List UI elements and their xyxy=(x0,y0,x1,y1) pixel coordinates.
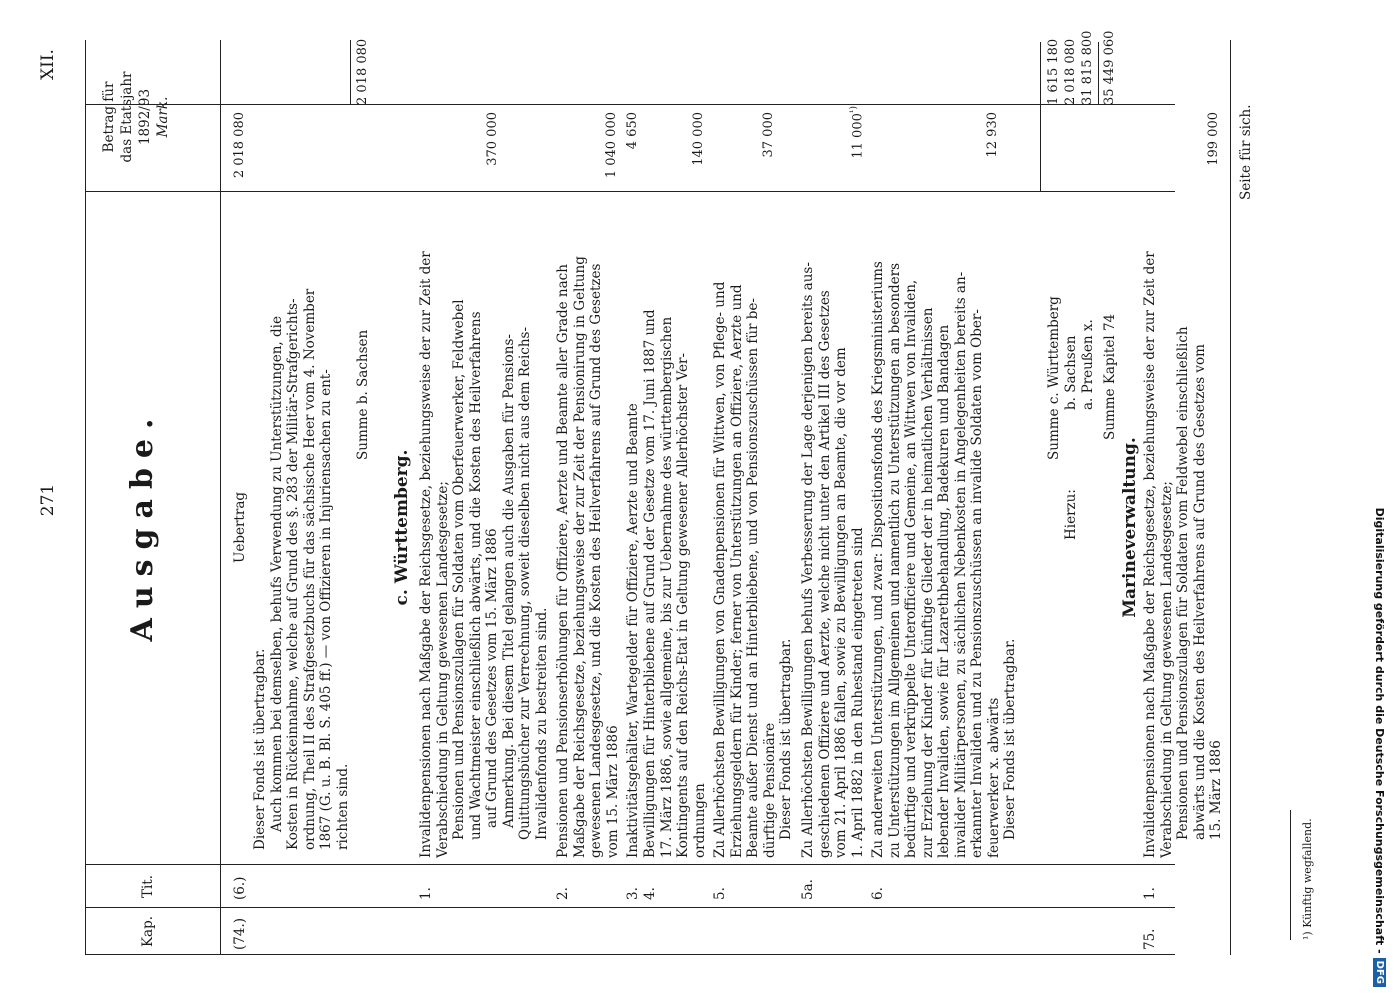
w5a-line: Zu Allerhöchsten Bewilligungen behufs Verbesserung der Lage derjenigen bereits aus- xyxy=(800,262,816,858)
summe-wuerttemberg-amount: 1 615 180 xyxy=(1046,38,1061,105)
hierzu-label: Hierzu: xyxy=(1063,489,1079,540)
w2-line: Pensionen und Pensionserhöhungen für Offiziere, Aerzte und Beamte aller Grade nach xyxy=(555,264,571,858)
w1-line: Invalidenfonds zu bestreiten sind. xyxy=(533,607,550,840)
w1-amount: 370 000 xyxy=(485,112,500,166)
w1-line: Quittungsbücher zur Verrechnung, soweit dieselben nicht aus dem Reichs- xyxy=(517,326,533,840)
w1-text xyxy=(418,251,550,858)
col-amount2-rule xyxy=(85,104,1175,105)
digitization-notice-inner xyxy=(1368,12,1392,987)
continued-note: Seite für sich. xyxy=(1238,104,1254,200)
w5a-line: vom 21. April 1886 fallen, sowie zu Bewilligungen an Beamte, die vor dem xyxy=(833,347,849,858)
w6-line: erkannter Invaliden und zu Pensionszuschüssen an invalide Soldaten vom Ober- xyxy=(969,309,985,858)
summe-wuerttemberg-label: Summe c. Württemberg xyxy=(1046,296,1062,460)
w1-line: Verabschiedung in Geltung gewesenen Landesgesetze; xyxy=(434,481,451,858)
fonds-note-line: Kosten in Rückeinnahme, welche auf Grund des §. 283 der Militär-Strafgerichts- xyxy=(285,298,301,850)
w1-line: Anmerkung. Bei diesem Titel gelangen auch die Ausgaben für Pensions- xyxy=(500,334,517,828)
uebertrag-amount: 2 018 080 xyxy=(232,112,247,179)
m1-line: Invalidenpensionen nach Maßgabe der Reichsgesetze, beziehungsweise der zur Zeit der xyxy=(1142,251,1158,858)
w5-line: Erziehungsgeldern für Kinder; ferner von Unterstützungen an Offiziere, Aerzte und xyxy=(728,284,745,858)
hierzu-a-label: a. Preußen x. xyxy=(1080,319,1096,410)
header-kap: Kap. xyxy=(140,915,156,948)
w6-line: lebender Invaliden, sowie für Lazarethbehandlung, Badekuren und Bandagen xyxy=(936,324,952,858)
m1-line: abwärts und die Kosten des Heilverfahrens auf Grund des Gesetzes vom xyxy=(1191,344,1208,840)
col-tit-rule xyxy=(85,864,1175,865)
footnote-rule xyxy=(1290,810,1291,940)
w6-line: Zu anderweiten Unterstützungen, und zwar: Dispositionsfonds des Kriegsministeriums xyxy=(870,261,886,858)
m1-tit: 1. xyxy=(1142,887,1158,900)
m1-text xyxy=(1142,251,1225,858)
m1-line: Pensionen und Pensionszulagen für Soldaten vom Feldwebel einschließlich xyxy=(1175,326,1191,840)
page-number: 271 xyxy=(38,483,58,517)
fonds-note-line: Auch kommen bei demselben, behufs Verwendung zu Unterstützungen, die xyxy=(268,316,285,832)
w6-line: feuerwerker x. abwärts xyxy=(985,697,1002,858)
section-number: XII. xyxy=(38,49,58,80)
w5a-amount: 11 000 xyxy=(850,113,866,159)
w5-line: Zu Allerhöchsten Bewilligungen von Gnadenpensionen für Wittwen, von Pflege- und xyxy=(712,281,728,858)
w4-line: 17. März 1886, sowie allgemeine, bis zur Uebernahme des württembergischen xyxy=(658,316,675,858)
w4-tit: 4. xyxy=(642,887,658,900)
summe-kapitel-rule xyxy=(1098,42,1099,105)
digitization-notice xyxy=(1368,12,1392,987)
w6-tit: 6. xyxy=(870,887,886,900)
w1-line: und Wachtmeister einschließlich abwärts, und die Kosten des Heilverfahrens xyxy=(467,311,484,840)
w5-text xyxy=(712,282,795,858)
summe-sachsen-amount: 2 018 080 xyxy=(355,38,370,105)
fonds-note-line: richten sind. xyxy=(334,763,351,850)
w2-text xyxy=(555,256,621,858)
header-amount-unit: Mark. xyxy=(155,96,171,138)
hierzu-b-label: b. Sachsen xyxy=(1063,335,1079,410)
header-amount-line2: das Etatsjahr xyxy=(119,71,135,163)
w6-line: zu Unterstützungen im Allgemeinen und namentlich zu Unterstützungen an besonders xyxy=(886,262,903,858)
w5-tit: 5. xyxy=(712,887,728,900)
header-amount-line1: Betrag für xyxy=(101,81,117,153)
hierzu-a-amount: 31 815 800 xyxy=(1080,30,1095,105)
wuerttemberg-heading: c. Württemberg. xyxy=(392,449,412,606)
w5a-text xyxy=(800,262,866,858)
w5a-footnote-marker: ¹) xyxy=(849,106,859,114)
footnote: ¹) Künftig wegfallend. xyxy=(1301,818,1314,940)
w5a-tit: 5a. xyxy=(800,879,816,900)
w2-amount: 1 040 000 xyxy=(604,112,619,179)
page-title: Ausgabe. xyxy=(125,408,160,642)
hierzu-b-amount: 2 018 080 xyxy=(1063,38,1078,105)
summe-sachsen-rule xyxy=(350,40,351,105)
kap-75: 75. xyxy=(1142,928,1158,950)
w5-line: Dieser Fonds ist übertragbar. xyxy=(778,638,794,840)
w2-line: Maßgabe der Reichsgesetze, beziehungsweise der zur Zeit der Pensionirung in Geltung xyxy=(571,256,588,858)
digitization-notice-text: Digitalisierung gefördert durch die Deutsche Forschungsgemeinschaft - xyxy=(1373,507,1387,954)
w2-tit: 2. xyxy=(555,887,571,900)
marine-heading: Marineverwaltung. xyxy=(1120,437,1140,618)
w6-text xyxy=(870,261,1019,858)
w5-amount: 37 000 xyxy=(761,112,776,158)
w2-line: gewesenen Landesgesetze, und die Kosten des Heilverfahrens auf Grund des Gesetzes xyxy=(588,263,604,858)
w5a-amount-cell xyxy=(849,106,865,192)
table-bottom-rule xyxy=(1230,40,1231,955)
w1-tit: 1. xyxy=(418,887,434,900)
kap-74: (74.) xyxy=(232,917,248,950)
header-amount-line3: 1892/93 xyxy=(137,88,153,146)
w4-line: Kontingents auf den Reichs-Etat in Geltung gewesener Allerhöchster Ver- xyxy=(675,352,691,858)
w1-line: auf Grund des Gesetzes vom 15. März 1886 xyxy=(484,528,500,828)
w5-line: dürftige Pensionäre xyxy=(761,722,778,858)
dfg-logo: DFG xyxy=(1374,958,1387,987)
m1-line: Verabschiedung in Geltung gewesenen Landesgesetze; xyxy=(1158,481,1175,858)
w3-amount: 4 650 xyxy=(625,112,640,150)
table-left-rule xyxy=(85,954,1175,955)
w2-line: vom 15. März 1886 xyxy=(604,725,621,858)
col-kap-rule xyxy=(85,907,1175,908)
summe-kapitel-amount: 35 449 060 xyxy=(1102,30,1117,105)
m1-line: 15. März 1886 xyxy=(1208,740,1224,840)
table-header-rule xyxy=(220,40,221,955)
uebertrag-label: Uebertrag xyxy=(232,491,248,564)
w5-line: Beamte außer Dienst und an Hinterbliebene, und von Pensionszuschüssen für be- xyxy=(745,298,761,858)
w1-line: Invalidenpensionen nach Maßgabe der Reichsgesetze, beziehungsweise der zur Zeit der xyxy=(418,251,434,858)
w4-line: Bewilligungen für Hinterbliebene auf Grund der Gesetze vom 17. Juni 1887 und xyxy=(642,309,658,858)
fonds-note xyxy=(252,289,351,850)
tit-6: (6.) xyxy=(232,876,248,900)
w4-line: ordnungen xyxy=(691,783,708,858)
m1-amount: 199 000 xyxy=(1206,112,1221,166)
w6-line: invalider Militärpersonen, zu sächlichen Nebenkosten in Angelegenheiten bereits an- xyxy=(952,271,969,858)
w4-text xyxy=(642,309,708,858)
w3-text: Inaktivitätsgehälter, Wartegelder für Offiziere, Aerzte und Beamte xyxy=(625,403,641,858)
w5a-line: geschiedenen Offiziere und Aerzte, welche nicht unter den Artikel III des Gesetzes xyxy=(816,290,833,858)
w6-amount: 12 930 xyxy=(985,112,1000,158)
fonds-note-line: Dieser Fonds ist übertragbar. xyxy=(252,648,268,850)
summe-kapitel-label: Summe Kapitel 74 xyxy=(1102,313,1118,440)
w6-line: Dieser Fonds ist übertragbar. xyxy=(1002,638,1018,840)
w6-line: zur Erziehung der Kinder für künftige Glieder der in heimatlichen Verhältnissen xyxy=(919,307,936,858)
w6-line: bedürftige und verkrüppelte Unterofficiere und Gemeine, an Wittwen von Invaliden, xyxy=(903,279,919,858)
w4-amount: 140 000 xyxy=(691,112,706,166)
summe-rule xyxy=(1040,42,1041,192)
summe-sachsen-label: Summe b. Sachsen xyxy=(355,329,371,460)
w1-line: Pensionen und Pensionszulagen für Soldaten vom Oberfeuerwerker, Feldwebel xyxy=(451,299,467,840)
header-amount xyxy=(100,42,172,192)
fonds-note-line: ordnung, Theil II des Strafgesetzbuchs für das sächsische Heer vom 4. November xyxy=(301,288,318,850)
fonds-note-line: 1867 (G. u. B. Bl. S. 405 ff.) — von Offizieren in Injuriensachen zu ent- xyxy=(318,369,334,850)
w3-tit: 3. xyxy=(625,887,641,900)
w5a-line: 1. April 1882 in den Ruhestand eingetreten sind xyxy=(849,527,866,858)
header-tit: Tit. xyxy=(140,874,156,899)
table-top-rule xyxy=(85,40,86,955)
